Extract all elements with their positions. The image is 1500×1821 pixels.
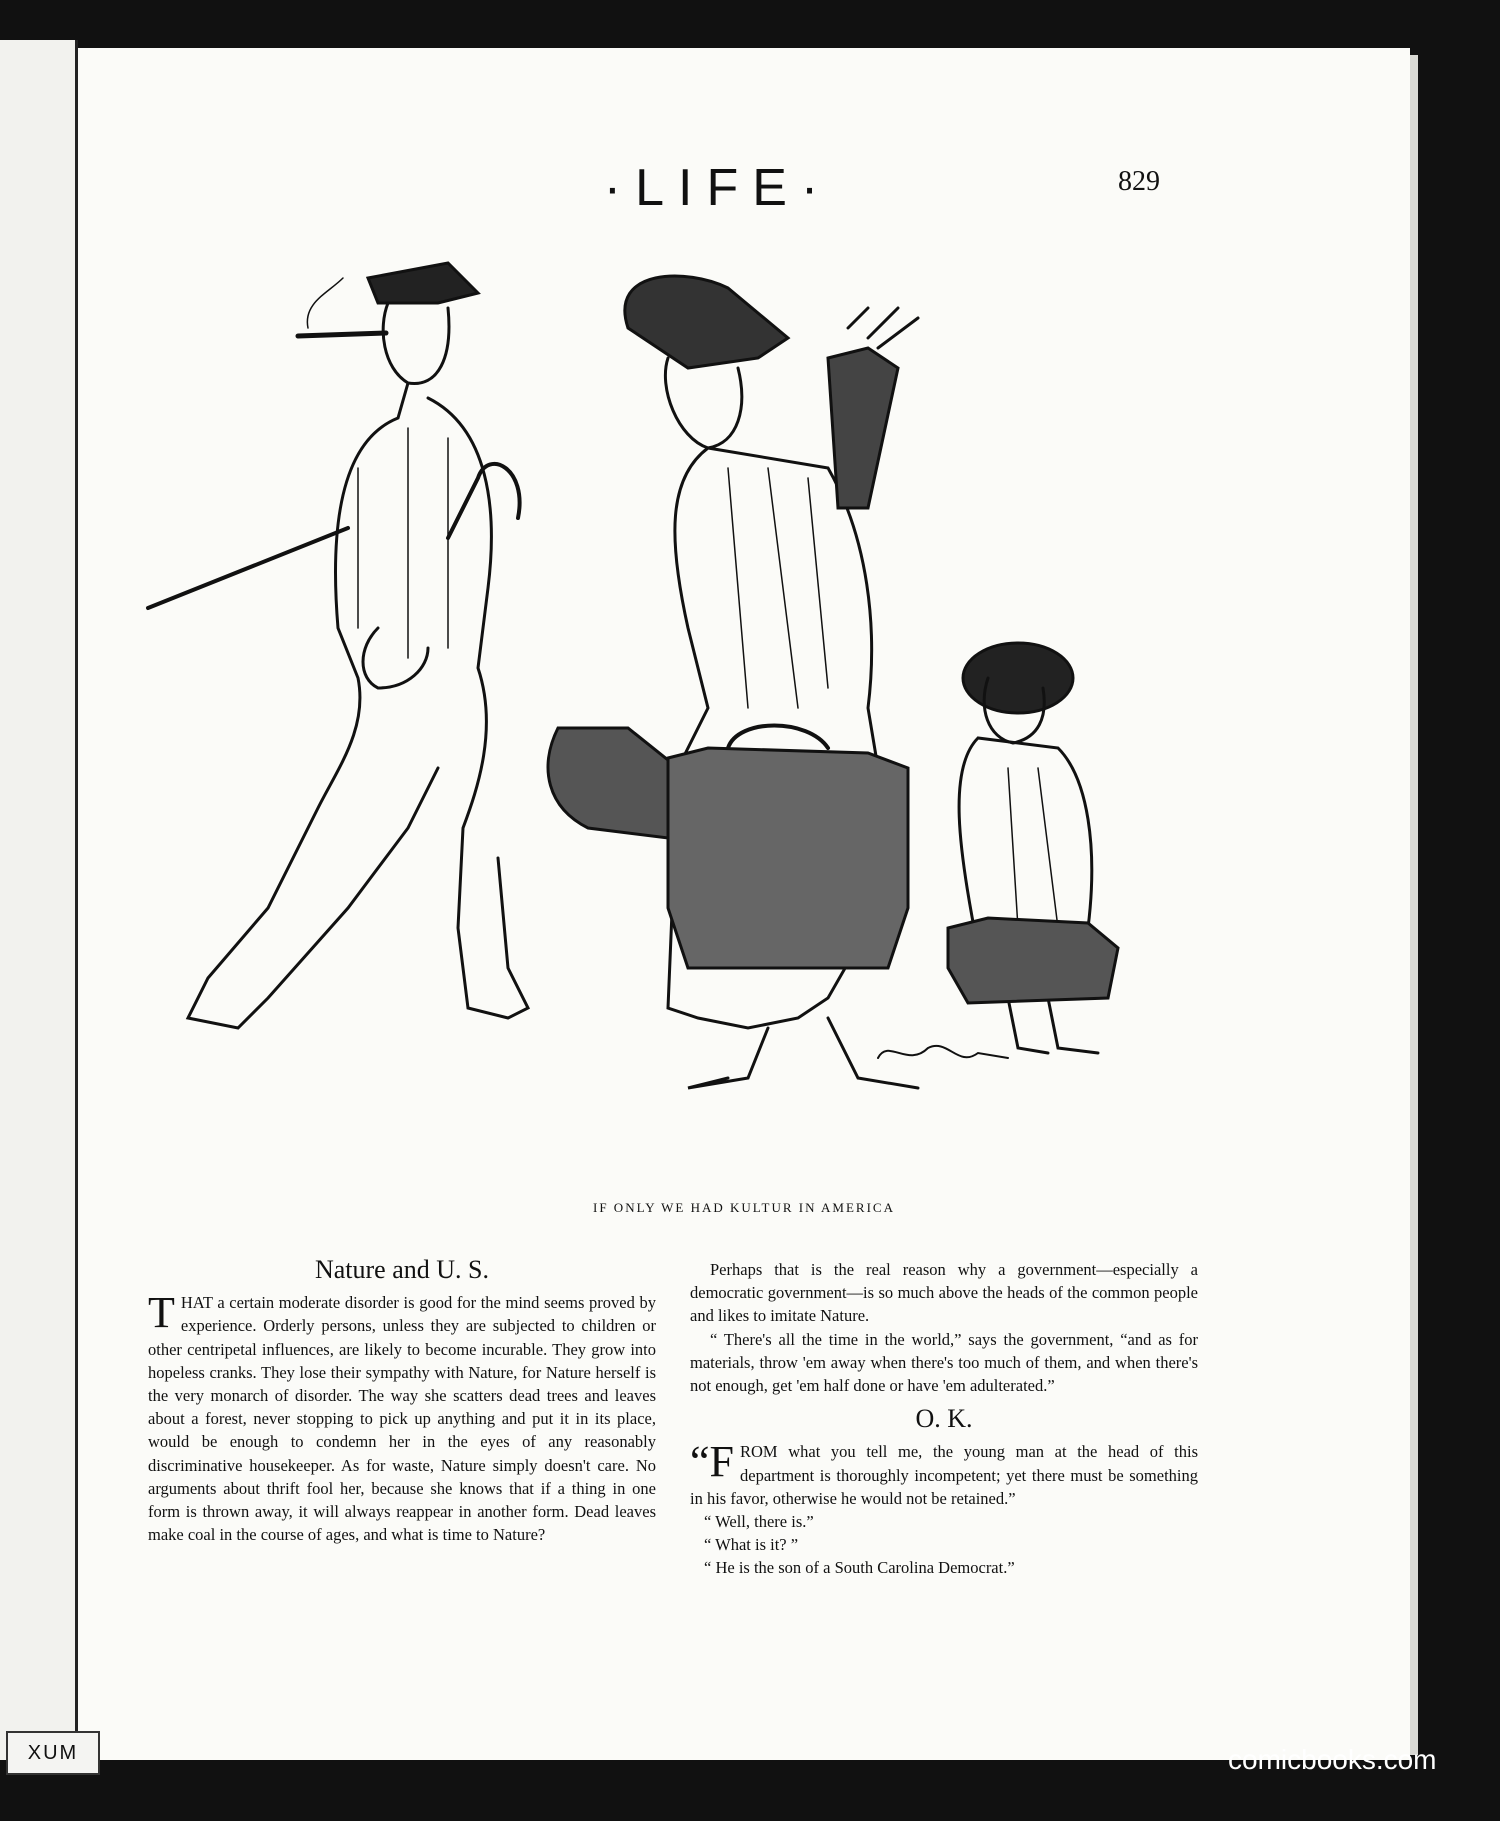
article-nature-column [148,1255,656,1546]
girl-figure [948,643,1118,1053]
watermark: comicbooks.com [1228,1744,1437,1775]
scan-badge: XUM [6,1731,100,1775]
page-number: 829 [1118,166,1160,197]
illustration-caption: IF ONLY WE HAD KULTUR IN AMERICA [593,1200,895,1215]
page-edge [1410,55,1418,1755]
drop-cap: T [148,1288,175,1338]
right-column [690,1258,1198,1580]
drop-cap: “F [690,1437,734,1487]
paragraph-text: HAT a certain moderate disorder is good for the mind seems proved by experience. Orderly persons, unless they are subjected to children or other centripetal influences, are likely to become incurable. They grow into hopeless cranks. They lose their sympathy with Nature, for Nature herself is the very monarch of disorder. The way she scatters dead trees and leaves about a forest, never stopping to pick up anything and put it in its place, would be enough to condemn her in the eyes of any reasonably discriminative housekeeper. As for waste, Nature simply doesn't care. No arguments about thrift fool her, because she knows that if a thing in one form is thrown away, it will always reappear in another form. Dead leaves make coal in the course of ages, and what is time to Nature? [148,1293,656,1545]
masthead: ·LIFE· [603,159,833,217]
cartoon-illustration [108,208,1308,1238]
paragraph-text: ROM what you tell me, the young man at the head of this department is thoroughly incompetent; yet there must be something in his favor, otherwise he would not be retained.” [690,1442,1198,1508]
dialogue-line: “ What is it? ” [704,1535,799,1555]
officer-figure [148,263,528,1028]
woman-figure [548,276,918,1088]
article-paragraph [690,1437,1198,1510]
adjacent-page-edge [0,40,78,1760]
article-title: Nature and U. S. [314,1255,489,1284]
dialogue-line: “ He is the son of a South Carolina Democrat.” [704,1558,1015,1578]
article-title: O. K. [915,1404,973,1434]
dialogue-line: “ Well, there is.” [704,1512,814,1532]
article-paragraph: Perhaps that is the real reason why a government—especially a democratic government—is so much above the heads of the common people and likes to imitate Nature. [690,1260,1198,1326]
article-paragraph: “ There's all the time in the world,” says the government, “and as for materials, throw 'em away when there's too much of them, and when there's not enough, get 'em half done or have 'em adulterated.” [690,1329,1198,1396]
dialogue [690,1510,1198,1580]
magazine-page [78,48,1410,1760]
article-paragraph [148,1288,656,1546]
